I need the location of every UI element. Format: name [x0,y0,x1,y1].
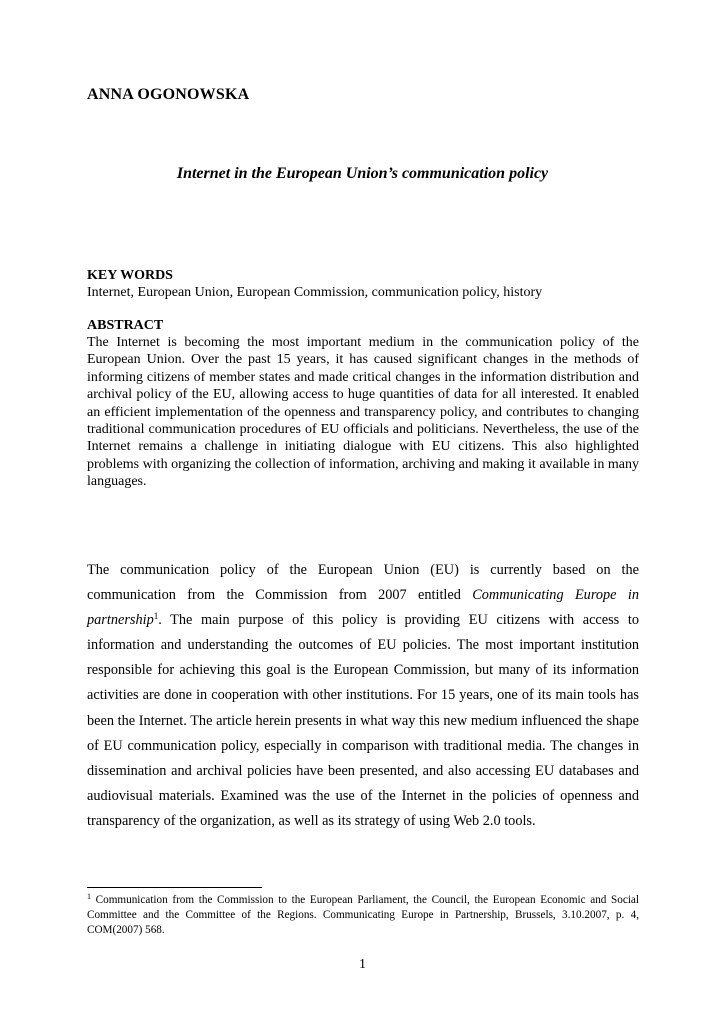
body-text-part2: . The main purpose of this policy is providing EU citizens with access to information and understanding the outcomes of EU policies. The most important institution responsible for achieving this goal is the European Commission, but many of its information activities are done in cooperation with other institutions. For 15 years, one of its main tools has been the Internet. The article herein presents in what way this new medium influenced the shape of EU communication policy, especially in comparison with traditional media. The changes in dissemination and archival policies have been presented, and also accessing EU databases and audiovisual materials. Examined was the use of the Internet in the policies of openness and transparency of the organization, as well as its strategy of using Web 2.0 tools. [87,612,639,829]
footnote-reference[interactable]: 1 [153,611,159,622]
footnote [87,893,639,939]
page-number: 1 [359,957,366,972]
author-name: ANNA OGONOWSKA [87,86,250,103]
body-paragraph [87,558,639,834]
article-title: Internet in the European Union’s communication policy [176,165,549,182]
keywords-heading: KEY WORDS [87,268,173,283]
footnote-marker: 1 [87,892,91,901]
body-text-part1: The communication policy of the European Union (EU) is currently based on the communication from the Commission from 2007 entitled [87,562,639,604]
abstract-heading: ABSTRACT [87,318,164,333]
footnote-separator [87,887,262,888]
italic-document-title: Communicating Europe in partnership [87,587,639,629]
abstract-text: The Internet is becoming the most important medium in the communication policy of the European Union. Over the past 15 years, it has caused significant changes in the methods of informing citizens of member states and made critical changes in the information distribution and archival policy of the EU, allowing access to huge quantities of data for all interested. It enabled an efficient implementation of the openness and transparency policy, and contributes to changing traditional communication procedures of EU officials and politicians. Nevertheless, the use of the Internet remains a challenge in initiating dialogue with EU citizens. This also highlighted problems with organizing the collection of information, archiving and making it available in many languages. [87,335,639,490]
footnote-text: Communication from the Commission to the European Parliament, the Council, the European Economic and Social Committee and the Committee of the Regions. Communicating Europe in Partnership, Brussels, 3.10.2007, p. 4, COM(2007) 568. [87,894,639,937]
keywords-text: Internet, European Union, European Commission, communication policy, history [87,285,543,300]
